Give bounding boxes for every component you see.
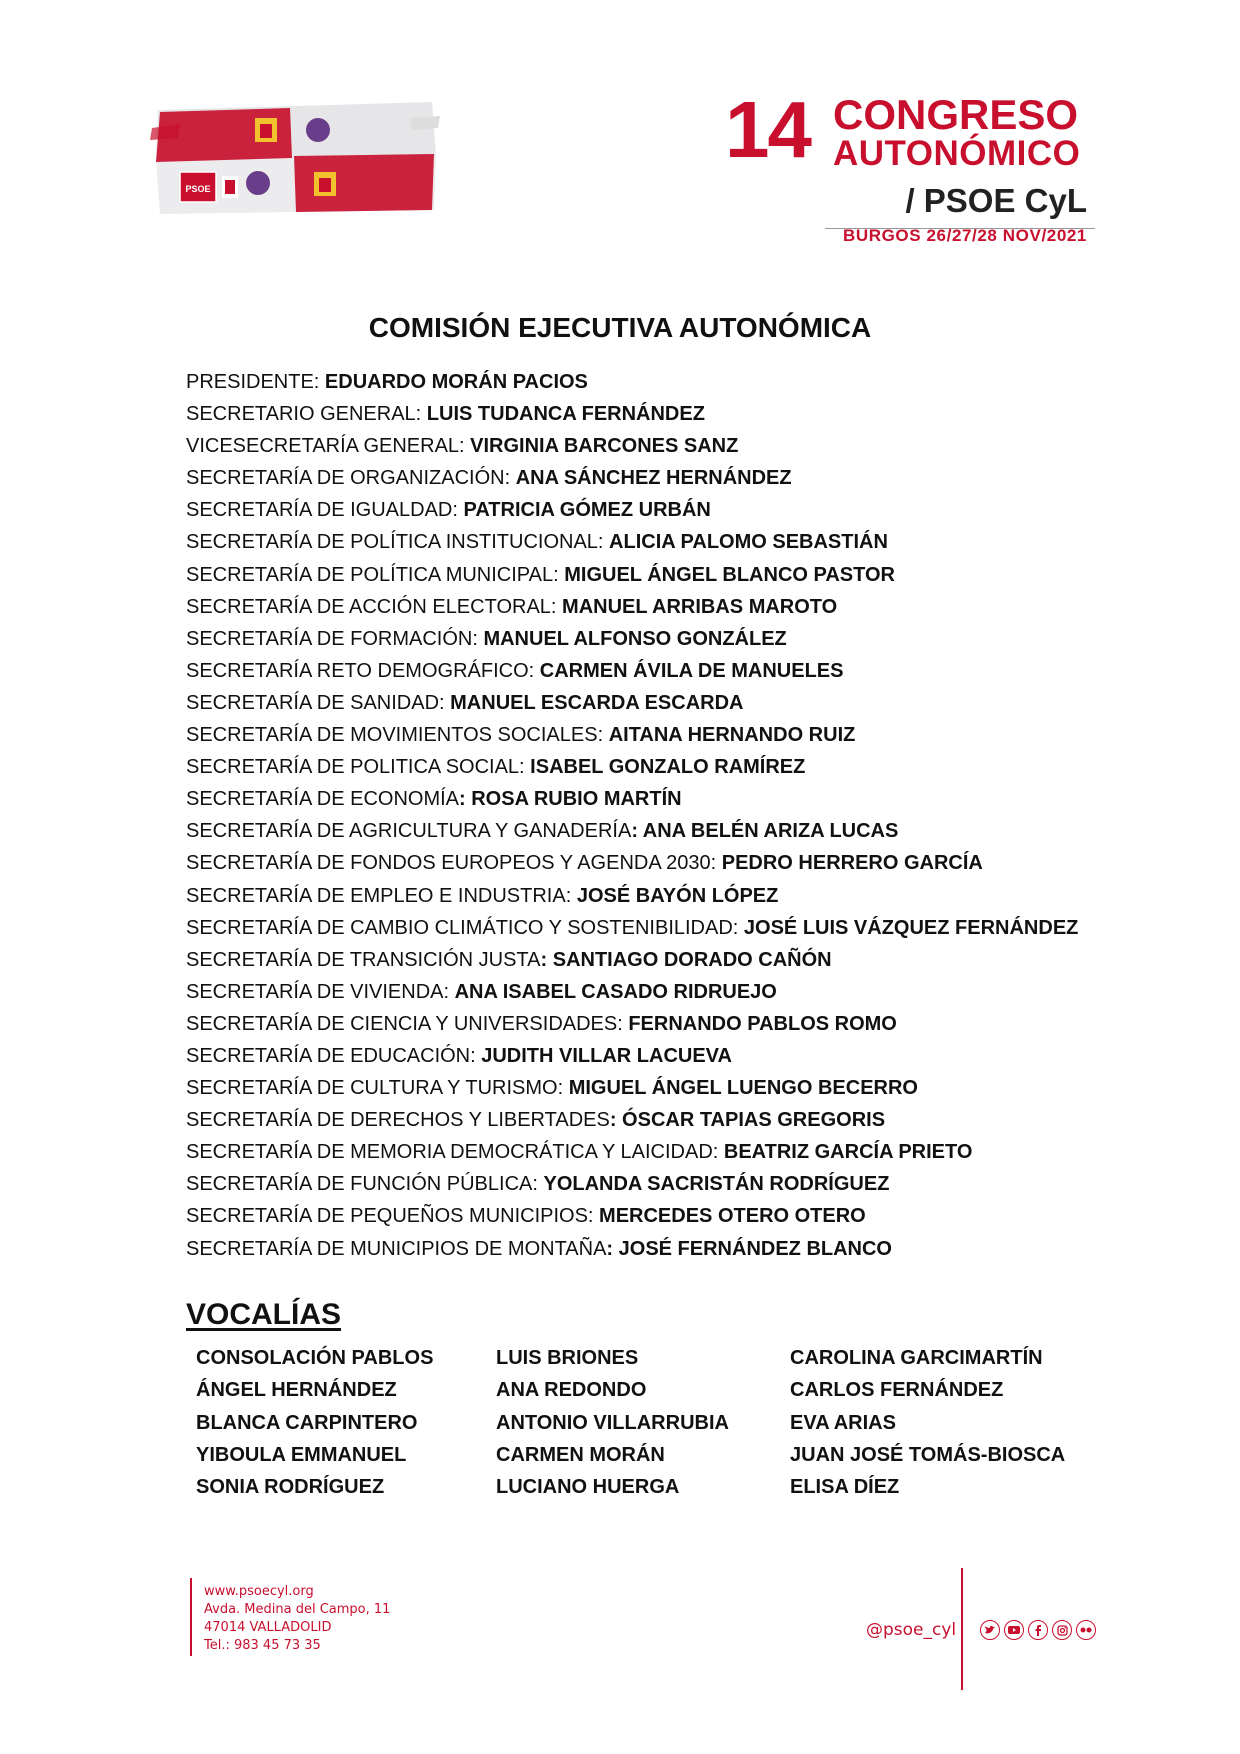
vocal-name: BLANCA CARPINTERO [196,1411,418,1434]
member-row [186,751,1126,783]
member-name: JOSÉ BAYÓN LÓPEZ [576,884,779,907]
twitter-icon[interactable] [980,1620,1000,1640]
member-role: SECRETARÍA DE IGUALDAD: [186,499,464,522]
member-name: AITANA HERNANDO RUIZ [608,724,856,747]
instagram-icon[interactable] [1052,1620,1072,1640]
vocalias-column-1 [196,1342,433,1503]
member-row [186,526,1126,558]
vocalias-column-3 [790,1342,1065,1503]
member-row [186,815,1126,847]
member-row [186,366,1126,398]
vocal-name: ANTONIO VILLARRUBIA [496,1411,729,1434]
phone-number: Tel.: 983 45 73 35 [204,1638,321,1653]
member-row [186,1104,1126,1136]
member-role: SECRETARÍA DE TRANSICIÓN JUSTA [186,948,541,971]
member-role: SECRETARÍA DE EDUCACIÓN: [186,1044,482,1067]
member-role: SECRETARIO GENERAL: [186,403,427,426]
member-name: ANA SÁNCHEZ HERNÁNDEZ [515,467,792,490]
vocal-name: EVA ARIAS [790,1411,896,1434]
member-name: BEATRIZ GARCÍA PRIETO [723,1141,973,1164]
member-role: SECRETARÍA DE FORMACIÓN: [186,627,484,650]
member-role: SECRETARÍA DE CULTURA Y TURISMO: [186,1077,569,1100]
member-row [186,976,1126,1008]
address-line2: 47014 VALLADOLID [204,1620,332,1635]
social-handle[interactable]: @psoe_cyl [866,1620,957,1640]
member-role: SECRETARÍA DE MOVIMIENTOS SOCIALES: [186,724,609,747]
member-row [186,1168,1126,1200]
member-role: SECRETARÍA DE PEQUEÑOS MUNICIPIOS: [186,1205,600,1228]
member-role: SECRETARÍA DE FONDOS EUROPEOS Y AGENDA 2030: [186,852,722,875]
member-name: JOSÉ LUIS VÁZQUEZ FERNÁNDEZ [743,916,1079,939]
party-label: / PSOE CyL [905,182,1087,219]
member-name: MANUEL ALFONSO GONZÁLEZ [483,627,787,650]
member-row [186,655,1126,687]
member-name: PEDRO HERRERO GARCÍA [721,852,983,875]
member-row [186,944,1126,976]
vocal-name: CONSOLACIÓN PABLOS [196,1347,434,1369]
member-role: SECRETARÍA DE MUNICIPIOS DE MONTAÑA [186,1237,607,1260]
member-name: MANUEL ARRIBAS MAROTO [562,595,838,618]
member-row [186,494,1126,526]
member-name: : ROSA RUBIO MARTÍN [459,788,682,811]
member-role: SECRETARÍA DE POLÍTICA MUNICIPAL: [186,563,565,586]
member-role: SECRETARÍA DE POLÍTICA INSTITUCIONAL: [186,531,610,554]
member-row [186,912,1126,944]
member-row [186,1008,1126,1040]
vocal-name: CARLOS FERNÁNDEZ [790,1379,1004,1402]
member-role: SECRETARÍA DE ORGANIZACIÓN: [186,467,516,490]
member-role: SECRETARÍA DE FUNCIÓN PÚBLICA: [186,1173,544,1196]
vocal-name: LUCIANO HUERGA [496,1476,680,1499]
member-name: EDUARDO MORÁN PACIOS [324,371,588,393]
member-name: : ÓSCAR TAPIAS GREGORIS [609,1109,886,1132]
page-title: COMISIÓN EJECUTIVA AUTONÓMICA [368,311,872,343]
member-name: VIRGINIA BARCONES SANZ [470,435,739,458]
member-row [186,430,1126,462]
member-role: SECRETARÍA DE EMPLEO E INDUSTRIA: [186,884,577,907]
social-icons [980,1620,1096,1640]
member-role: SECRETARÍA DE POLITICA SOCIAL: [186,756,531,779]
member-name: ISABEL GONZALO RAMÍREZ [530,756,806,779]
member-row [186,783,1126,815]
address-line1: Avda. Medina del Campo, 11 [204,1602,391,1617]
member-name: YOLANDA SACRISTÁN RODRÍGUEZ [543,1173,890,1196]
member-role: SECRETARÍA DE CAMBIO CLIMÁTICO Y SOSTENIBILIDAD: [186,916,744,939]
flickr-icon[interactable] [1076,1620,1096,1640]
footer-divider [961,1568,963,1690]
member-name: ALICIA PALOMO SEBASTIÁN [609,531,888,554]
member-row [186,880,1126,912]
vocal-name: SONIA RODRÍGUEZ [196,1476,385,1499]
member-name: : JOSÉ FERNÁNDEZ BLANCO [606,1237,892,1260]
psoe-cyl-flag-logo [150,98,440,218]
member-role: SECRETARÍA DE MEMORIA DEMOCRÁTICA Y LAICIDAD: [186,1141,724,1164]
location-dates: BURGOS 26/27/28 NOV/2021 [842,226,1087,245]
member-name: MIGUEL ÁNGEL BLANCO PASTOR [564,563,895,586]
member-name: ANA ISABEL CASADO RIDRUEJO [454,980,777,1003]
member-row [186,1072,1126,1104]
member-row [186,623,1126,655]
member-row [186,847,1126,879]
member-role: SECRETARÍA RETO DEMOGRÁFICO: [186,659,540,682]
vocal-name: YIBOULA EMMANUEL [196,1443,407,1466]
congress-number: 14 [725,85,810,174]
youtube-icon[interactable] [1004,1620,1024,1640]
congress-line1: CONGRESO [833,91,1079,138]
vocal-name: ANA REDONDO [496,1379,647,1402]
member-row [186,1233,1126,1265]
congress-line2: AUTONÓMICO [833,134,1081,173]
congress-logo [725,85,1115,250]
website-link[interactable]: www.psoecyl.org [204,1584,314,1599]
member-name: FERNANDO PABLOS ROMO [628,1012,897,1035]
member-role: VICESECRETARÍA GENERAL: [186,435,471,458]
member-row [186,1136,1126,1168]
footer-address [204,1583,390,1655]
vocal-name: ÁNGEL HERNÁNDEZ [196,1379,397,1402]
member-name: : SANTIAGO DORADO CAÑÓN [540,948,832,971]
member-row [186,591,1126,623]
member-name: : ANA BELÉN ARIZA LUCAS [631,820,899,843]
member-row [186,398,1126,430]
member-role: SECRETARÍA DE DERECHOS Y LIBERTADES [186,1109,610,1132]
member-name: MERCEDES OTERO OTERO [599,1205,866,1228]
member-row [186,687,1126,719]
member-role: SECRETARÍA DE ACCIÓN ELECTORAL: [186,595,563,618]
member-role: SECRETARÍA DE AGRICULTURA Y GANADERÍA [186,820,632,843]
vocalias-column-2 [496,1342,729,1503]
svg-text:PSOE: PSOE [185,184,211,194]
vocal-name: CAROLINA GARCIMARTÍN [790,1347,1043,1369]
vocal-name: CARMEN MORÁN [496,1443,665,1466]
member-role: PRESIDENTE: [186,371,325,393]
member-name: MANUEL ESCARDA ESCARDA [450,691,744,714]
vocal-name: ELISA DÍEZ [790,1476,900,1499]
members-list [186,366,1126,1265]
member-name: MIGUEL ÁNGEL LUENGO BECERRO [568,1077,918,1100]
member-role: SECRETARÍA DE ECONOMÍA [186,788,460,811]
member-name: JUDITH VILLAR LACUEVA [481,1044,732,1067]
member-name: PATRICIA GÓMEZ URBÁN [463,499,711,522]
member-row [186,1040,1126,1072]
member-row [186,559,1126,591]
vocal-name: LUIS BRIONES [496,1347,639,1369]
member-role: SECRETARÍA DE VIVIENDA: [186,980,455,1003]
member-row [186,1200,1126,1232]
vocal-name: JUAN JOSÉ TOMÁS-BIOSCA [790,1443,1066,1466]
member-name: LUIS TUDANCA FERNÁNDEZ [426,403,705,426]
vocalias-heading: VOCALÍAS [186,1298,342,1331]
member-name: CARMEN ÁVILA DE MANUELES [539,659,844,682]
member-role: SECRETARÍA DE CIENCIA Y UNIVERSIDADES: [186,1012,629,1035]
facebook-icon[interactable] [1028,1620,1048,1640]
member-row [186,462,1126,494]
footer-accent-bar [190,1578,192,1656]
member-row [186,719,1126,751]
member-role: SECRETARÍA DE SANIDAD: [186,691,451,714]
